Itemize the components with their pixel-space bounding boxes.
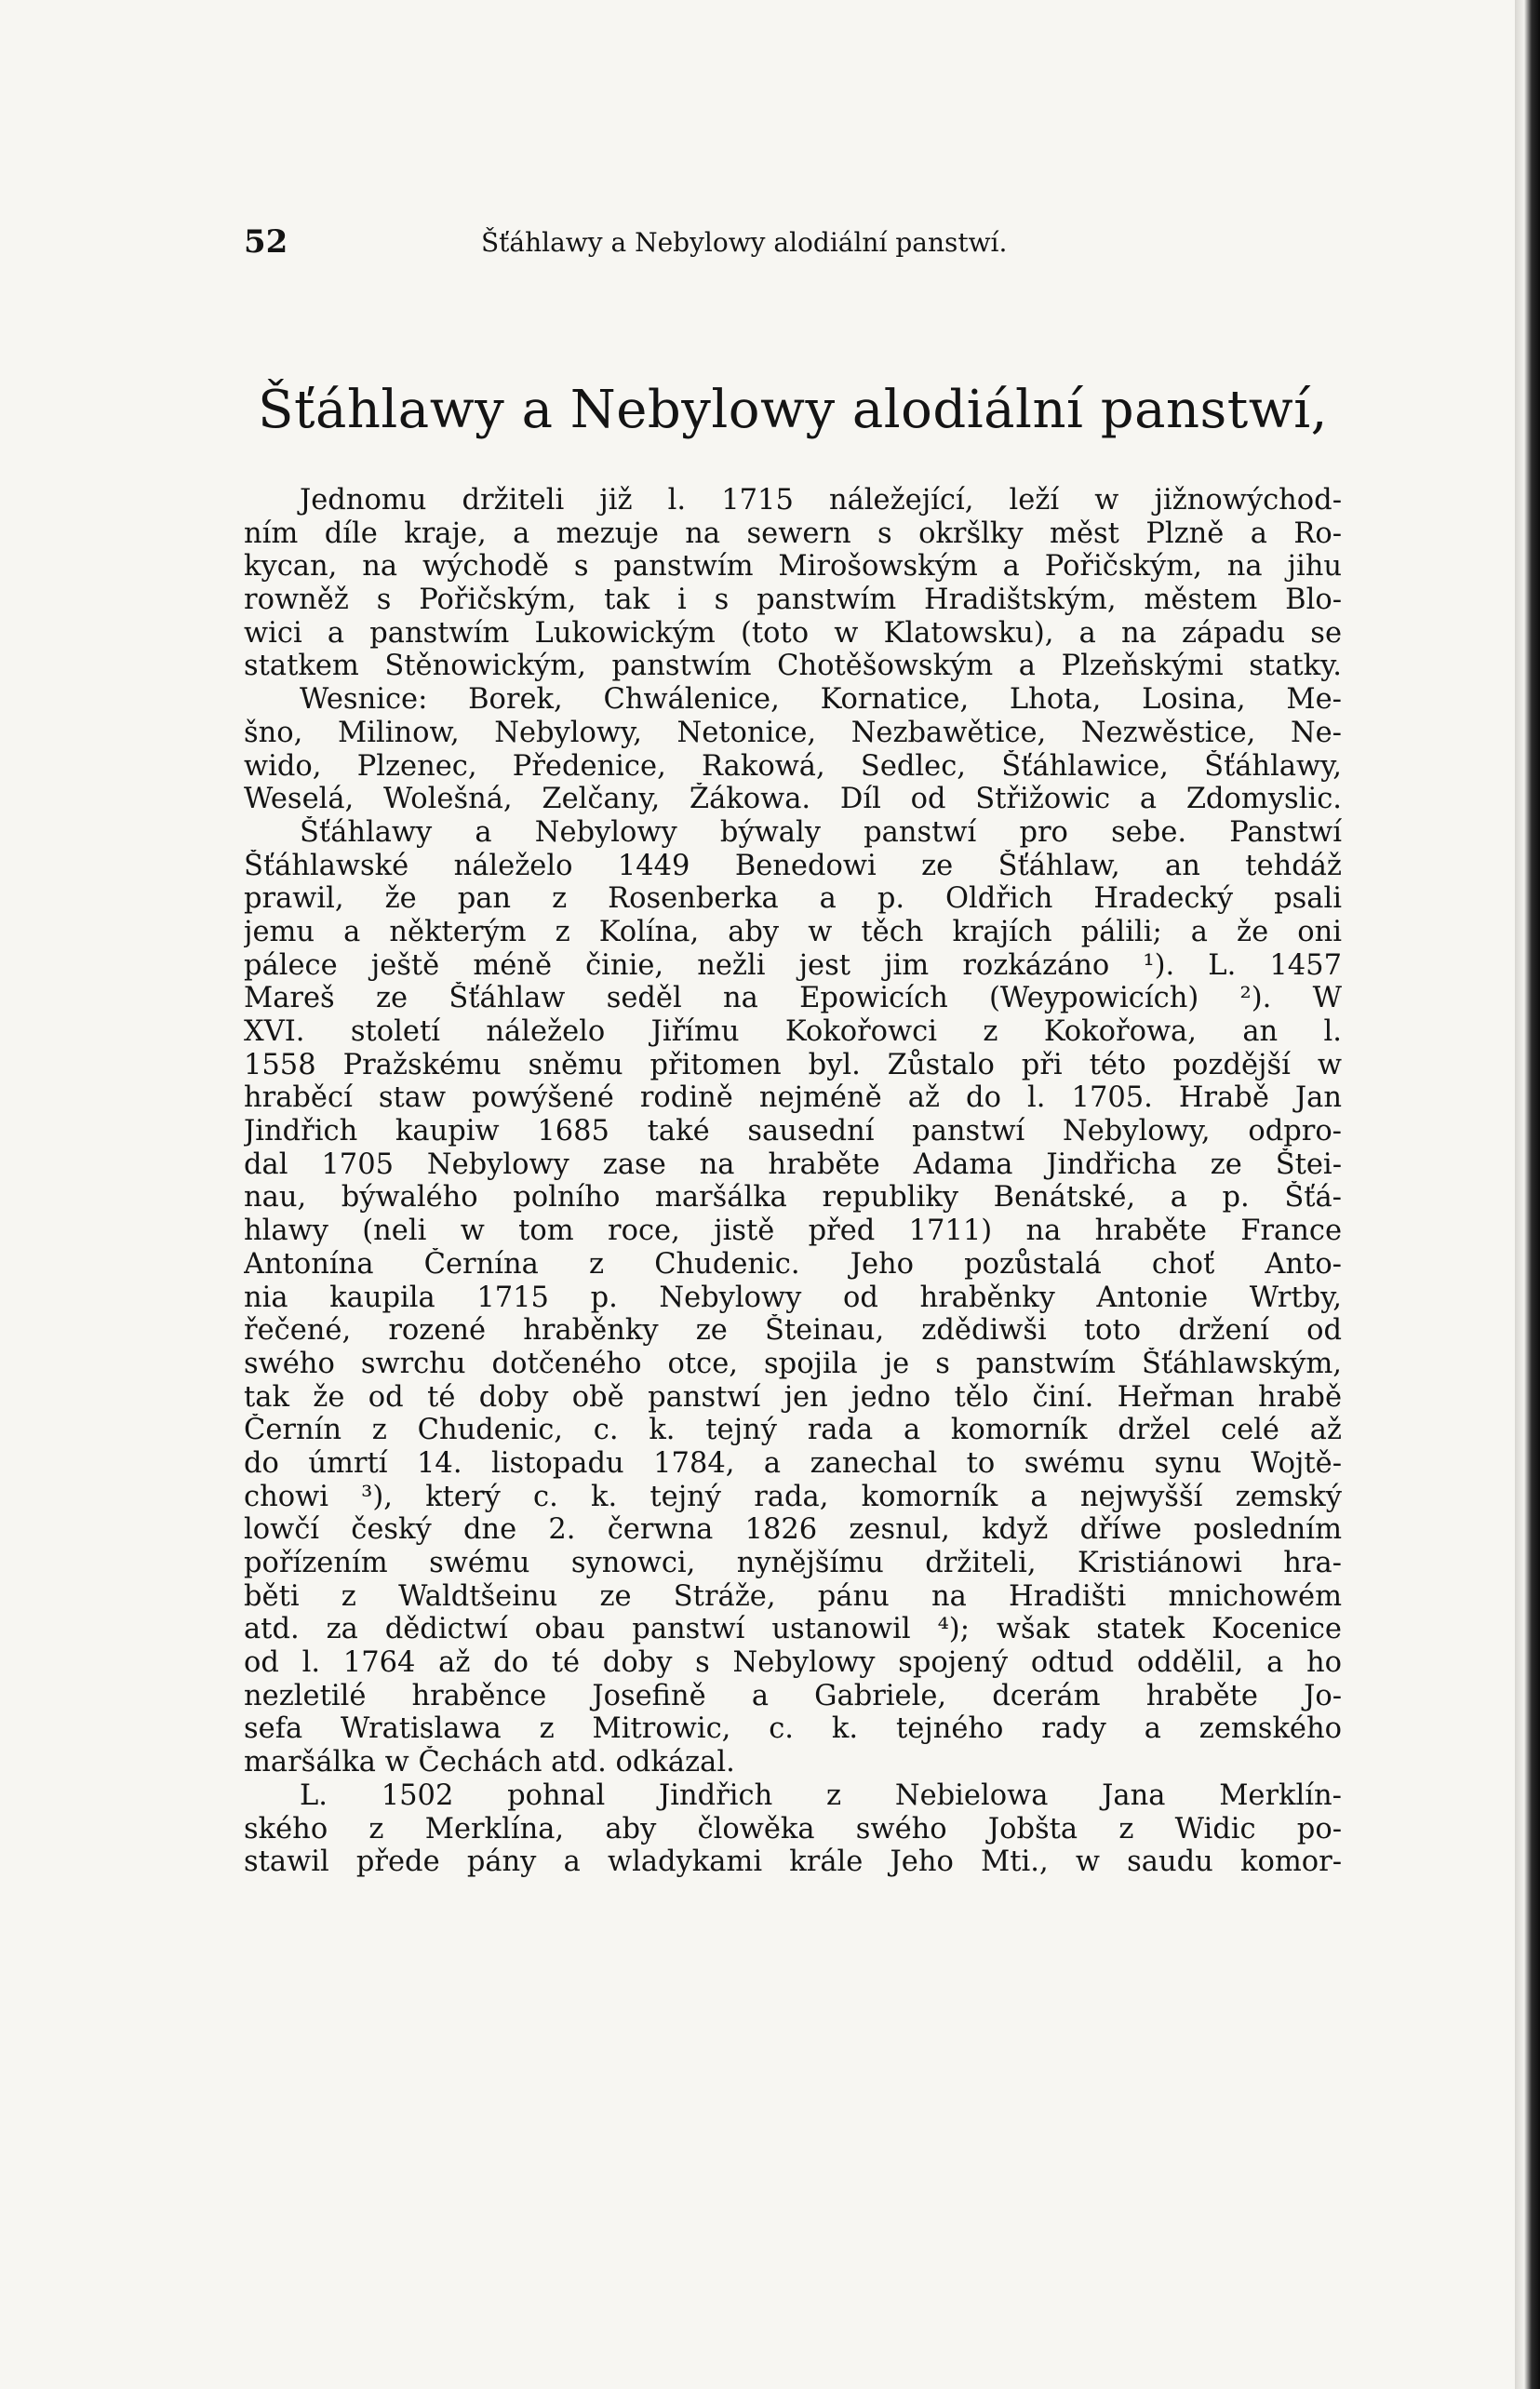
text-line: Šťáhlawské náleželo 1449 Benedowi ze Šťáhlaw, an tehdáž	[244, 849, 1342, 882]
text-line: nia kaupila 1715 p. Nebylowy od hraběnky Antonie Wrtby,	[244, 1281, 1342, 1314]
text-line: Jednomu držiteli již l. 1715 náležející, leží w jižnowýchod-	[300, 484, 1342, 517]
text-line: Šťáhlawy a Nebylowy býwaly panstwí pro sebe. Panstwí	[300, 815, 1342, 849]
text-line: swého swrchu dotčeného otce, spojila je s panstwím Šťáhlawským,	[244, 1347, 1342, 1380]
text-line: Černín z Chudenic, c. k. tejný rada a komorník držel celé až	[244, 1414, 1342, 1447]
text-line: chowi ³), který c. k. tejný rada, komorník a nejwyšší zemský	[244, 1480, 1342, 1513]
text-line: statkem Stěnowickým, panstwím Chotěšowským a Plzeňskými statky.	[244, 650, 1342, 683]
text-line: prawil, že pan z Rosenberka a p. Oldřich Hradecký psali	[244, 882, 1342, 916]
text-line: šno, Milinow, Nebylowy, Netonice, Nezbawětice, Nezwěstice, Ne-	[244, 716, 1342, 749]
text-line: maršálka w Čechách atd. odkázal.	[244, 1746, 735, 1779]
text-line: sefa Wratislawa z Mitrowic, c. k. tejného rady a zemského	[244, 1712, 1342, 1746]
running-title: Šťáhlawy a Nebylowy alodiální panstwí.	[481, 227, 1008, 258]
text-line: wido, Plzenec, Předenice, Rakowá, Sedlec, Šťáhlawice, Šťáhlawy,	[244, 749, 1342, 783]
text-line: do úmrtí 14. listopadu 1784, a zanechal to swému synu Wojtě-	[244, 1446, 1342, 1480]
text-line: od l. 1764 až do té doby s Nebylowy spojený odtud oddělil, a ho	[244, 1646, 1342, 1680]
running-head	[244, 223, 1342, 261]
text-line: tak že od té doby obě panstwí jen jedno tělo činí. Heřman hrabě	[244, 1380, 1342, 1414]
text-line: nau, býwalého polního maršálka republiky Benátské, a p. Šťá-	[244, 1181, 1342, 1215]
text-line: Wesnice: Borek, Chwálenice, Kornatice, Lhota, Losina, Me-	[300, 683, 1342, 717]
text-line: nezletilé hraběnce Josefině a Gabriele, dcerám hraběte Jo-	[244, 1679, 1342, 1712]
text-line: Antonína Černína z Chudenic. Jeho pozůstalá choť Anto-	[244, 1247, 1342, 1281]
text-line: pořízením swému synowci, nynějšímu držiteli, Kristiánowi hra-	[244, 1547, 1342, 1579]
text-line: řečené, rozené hraběnky ze Šteinau, zdědiwši toto držení od	[244, 1314, 1342, 1348]
text-line: Jindřich kaupiw 1685 také sausední panstwí Nebylowy, odpro-	[244, 1115, 1342, 1148]
text-line: hlawy (neli w tom roce, jistě před 1711) na hraběte France	[244, 1215, 1342, 1248]
text-line: kycan, na wýchodě s panstwím Mirošowským a Pořičským, na jihu	[244, 550, 1342, 584]
text-line: hraběcí staw powýšené rodině nejméně až do l. 1705. Hrabě Jan	[244, 1081, 1342, 1115]
text-line: wici a panstwím Lukowickým (toto w Klatowsku), a na západu se	[244, 616, 1342, 650]
page-number: 52	[244, 223, 288, 261]
text-line: 1558 Pražskému sněmu přitomen byl. Zůstalo při této pozdější w	[244, 1048, 1342, 1081]
text-line: ského z Merklína, aby člowěka swého Jobšta z Widic po-	[244, 1812, 1342, 1845]
text-line: pálece ještě méně činie, nežli jest jim rozkázáno ¹). L. 1457	[244, 948, 1342, 982]
text-line: ním díle kraje, a mezuje na sewern s okršlky měst Plzně a Ro-	[244, 517, 1342, 550]
text-line: Weselá, Wolešná, Zelčany, Žákowa. Díl od Střižowic a Zdomyslic.	[244, 783, 1342, 816]
text-line: rowněž s Pořičským, tak i s panstwím Hradištským, městem Blo-	[244, 584, 1342, 617]
text-line: L. 1502 pohnal Jindřich z Nebielowa Jana Merklín-	[300, 1778, 1342, 1812]
chapter-title: Šťáhlawy a Nebylowy alodiální panstwí,	[258, 380, 1328, 440]
text-line: běti z Waldtšeinu ze Stráže, pánu na Hradišti mnichowém	[244, 1579, 1342, 1613]
body-text	[244, 484, 1342, 1879]
text-line: stawil přede pány a wladykami krále Jeho Mti., w saudu komor-	[244, 1845, 1342, 1879]
text-line: atd. za dědictwí obau panstwí ustanowil ⁴); wšak statek Kocenice	[244, 1613, 1342, 1646]
text-line: dal 1705 Nebylowy zase na hraběte Adama Jindřicha ze Štei-	[244, 1148, 1342, 1181]
text-line: lowčí český dne 2. čerwna 1826 zesnul, když dříwe posledním	[244, 1513, 1342, 1547]
text-line: XVI. století náleželo Jiřímu Kokořowci z Kokořowa, an l.	[244, 1015, 1342, 1048]
text-line: jemu a některým z Kolína, aby w těch krajích pálili; a že oni	[244, 915, 1342, 948]
text-line: Mareš ze Šťáhlaw seděl na Epowicích (Weypowicích) ²). W	[244, 982, 1342, 1015]
page-edge-shadow	[1515, 0, 1540, 2389]
